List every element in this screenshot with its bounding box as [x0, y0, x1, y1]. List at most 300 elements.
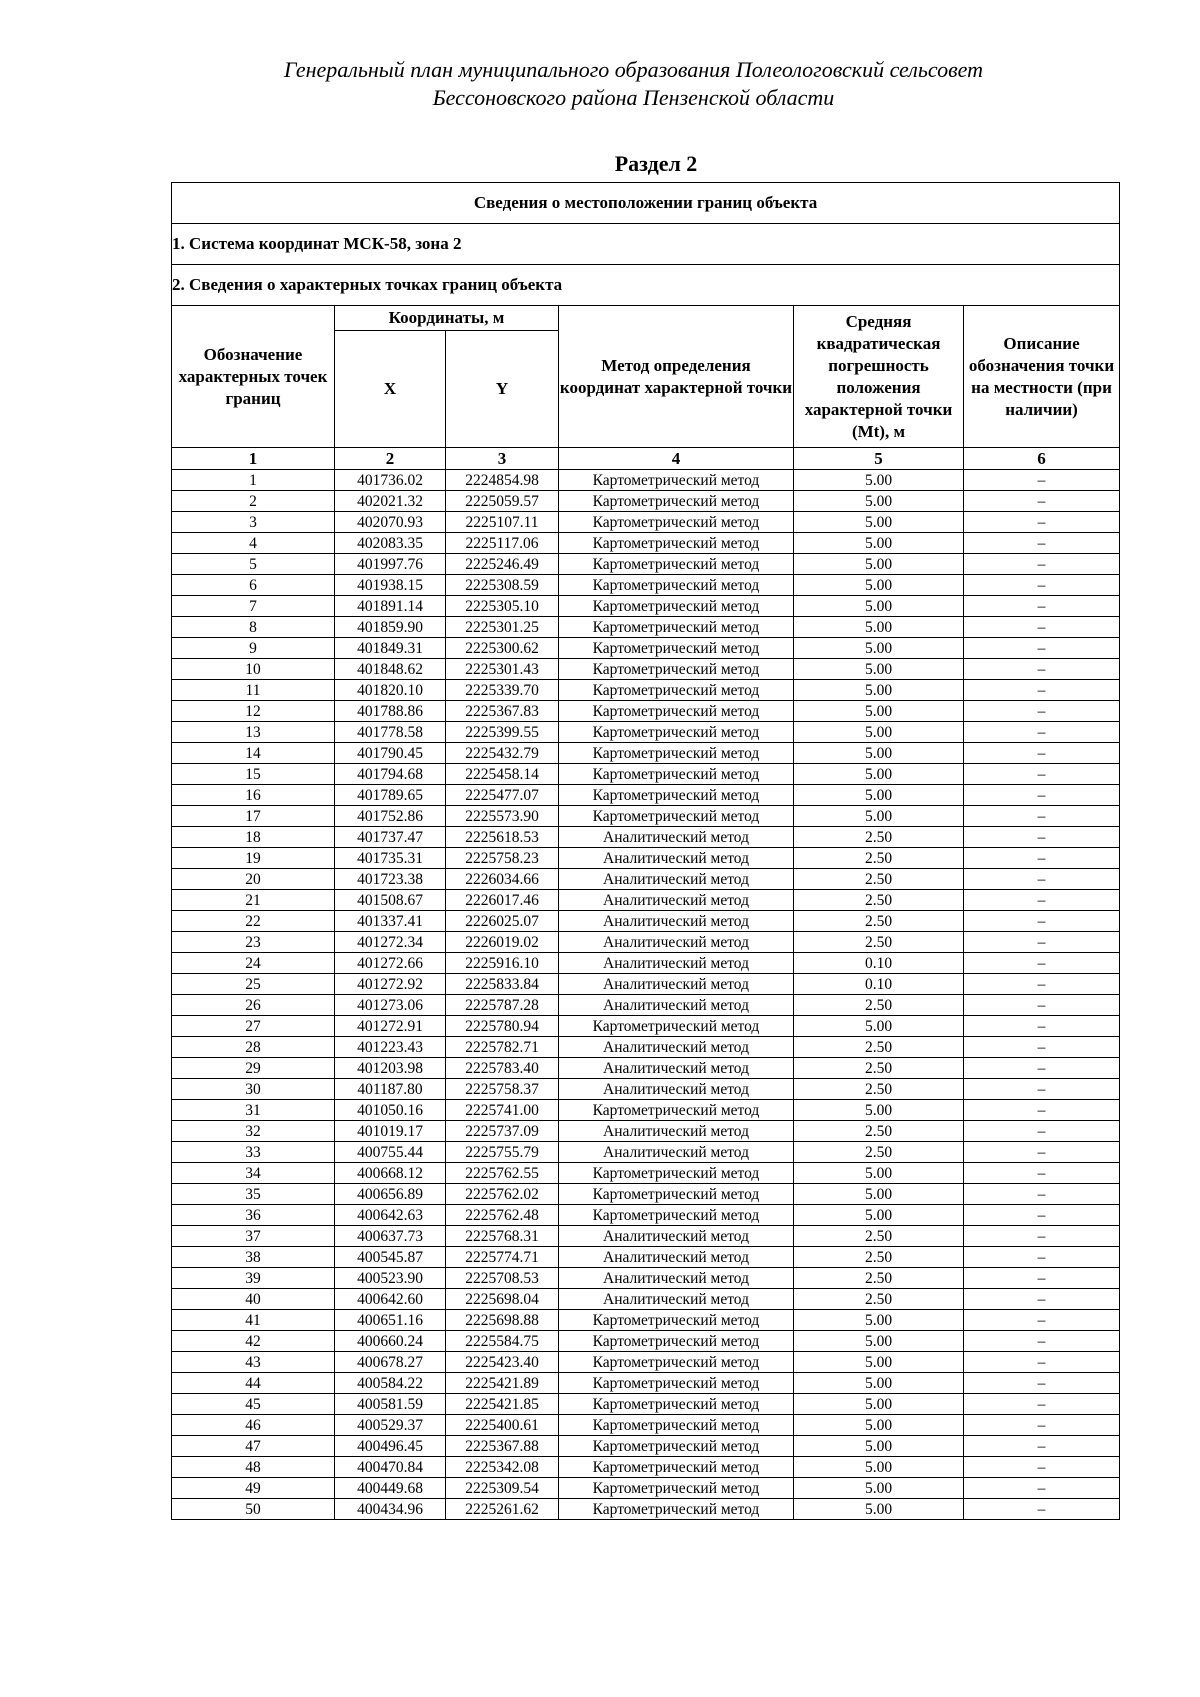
- point-id: 26: [172, 995, 335, 1016]
- table-row: [172, 932, 1120, 953]
- point-description: –: [964, 1163, 1120, 1184]
- coord-y: 2225708.53: [446, 1268, 559, 1289]
- point-description: –: [964, 1226, 1120, 1247]
- coord-y: 2225367.88: [446, 1436, 559, 1457]
- point-id: 10: [172, 659, 335, 680]
- point-id: 21: [172, 890, 335, 911]
- point-id: 23: [172, 932, 335, 953]
- coord-x: 401848.62: [335, 659, 446, 680]
- coord-y: 2226019.02: [446, 932, 559, 953]
- coord-x: 402083.35: [335, 533, 446, 554]
- method: Картометрический метод: [559, 575, 794, 596]
- error-mt: 5.00: [794, 1331, 964, 1352]
- point-description: –: [964, 785, 1120, 806]
- point-description: –: [964, 638, 1120, 659]
- point-description: –: [964, 1478, 1120, 1499]
- table-row: [172, 869, 1120, 890]
- method: Картометрический метод: [559, 1352, 794, 1373]
- header-x: X: [335, 331, 446, 448]
- point-id: 38: [172, 1247, 335, 1268]
- coord-x: 401050.16: [335, 1100, 446, 1121]
- coord-y: 2225339.70: [446, 680, 559, 701]
- method: Картометрический метод: [559, 1436, 794, 1457]
- table-row: [172, 1436, 1120, 1457]
- point-description: –: [964, 1352, 1120, 1373]
- coord-y: 2225755.79: [446, 1142, 559, 1163]
- boundary-points-table: [171, 182, 1120, 1520]
- point-description: –: [964, 575, 1120, 596]
- coord-y: 2225301.43: [446, 659, 559, 680]
- table-row: [172, 848, 1120, 869]
- method: Картометрический метод: [559, 1100, 794, 1121]
- coord-x: 401019.17: [335, 1121, 446, 1142]
- table-row: [172, 1058, 1120, 1079]
- error-mt: 2.50: [794, 890, 964, 911]
- point-id: 43: [172, 1352, 335, 1373]
- method: Картометрический метод: [559, 680, 794, 701]
- point-description: –: [964, 1058, 1120, 1079]
- method: Картометрический метод: [559, 1016, 794, 1037]
- document-header: [0, 56, 1200, 112]
- point-description: –: [964, 470, 1120, 491]
- method: Аналитический метод: [559, 1058, 794, 1079]
- point-description: –: [964, 1016, 1120, 1037]
- error-mt: 2.50: [794, 848, 964, 869]
- coord-x: 401223.43: [335, 1037, 446, 1058]
- table-row: [172, 1457, 1120, 1478]
- method: Картометрический метод: [559, 554, 794, 575]
- point-id: 47: [172, 1436, 335, 1457]
- point-id: 12: [172, 701, 335, 722]
- coord-y: 2225741.00: [446, 1100, 559, 1121]
- method: Картометрический метод: [559, 1373, 794, 1394]
- section-title: Раздел 2: [614, 151, 698, 176]
- method: Картометрический метод: [559, 491, 794, 512]
- method: Картометрический метод: [559, 596, 794, 617]
- error-mt: 5.00: [794, 806, 964, 827]
- point-id: 34: [172, 1163, 335, 1184]
- coord-y: 2225698.04: [446, 1289, 559, 1310]
- point-id: 44: [172, 1373, 335, 1394]
- col-number: 6: [964, 448, 1120, 470]
- point-description: –: [964, 1247, 1120, 1268]
- coord-x: 400678.27: [335, 1352, 446, 1373]
- point-id: 17: [172, 806, 335, 827]
- point-id: 39: [172, 1268, 335, 1289]
- error-mt: 2.50: [794, 1121, 964, 1142]
- point-description: –: [964, 1457, 1120, 1478]
- point-id: 5: [172, 554, 335, 575]
- error-mt: 5.00: [794, 638, 964, 659]
- coord-x: 400668.12: [335, 1163, 446, 1184]
- coord-y: 2225762.55: [446, 1163, 559, 1184]
- coord-x: 400496.45: [335, 1436, 446, 1457]
- table-row: [172, 617, 1120, 638]
- coord-y: 2225342.08: [446, 1457, 559, 1478]
- coord-x: 401272.92: [335, 974, 446, 995]
- method: Аналитический метод: [559, 1079, 794, 1100]
- coord-y: 2225117.06: [446, 533, 559, 554]
- table-row: [172, 596, 1120, 617]
- table-row: [172, 1289, 1120, 1310]
- table-row: [172, 533, 1120, 554]
- error-mt: 5.00: [794, 1478, 964, 1499]
- coord-y: 2225059.57: [446, 491, 559, 512]
- coord-x: 400584.22: [335, 1373, 446, 1394]
- coord-y: 2225305.10: [446, 596, 559, 617]
- table-row: [172, 1394, 1120, 1415]
- point-id: 29: [172, 1058, 335, 1079]
- coord-y: 2225737.09: [446, 1121, 559, 1142]
- table-row: [172, 491, 1120, 512]
- error-mt: 2.50: [794, 995, 964, 1016]
- point-id: 31: [172, 1100, 335, 1121]
- error-mt: 2.50: [794, 1079, 964, 1100]
- table-row: [172, 1121, 1120, 1142]
- coord-y: 2225916.10: [446, 953, 559, 974]
- point-id: 13: [172, 722, 335, 743]
- column-numbers-row: [172, 448, 1120, 470]
- method: Картометрический метод: [559, 1331, 794, 1352]
- col-number: 5: [794, 448, 964, 470]
- point-description: –: [964, 512, 1120, 533]
- point-id: 1: [172, 470, 335, 491]
- method: Аналитический метод: [559, 827, 794, 848]
- coord-y: 2225309.54: [446, 1478, 559, 1499]
- table-row: [172, 1079, 1120, 1100]
- table-row: [172, 1352, 1120, 1373]
- point-description: –: [964, 1436, 1120, 1457]
- error-mt: 0.10: [794, 953, 964, 974]
- point-description: –: [964, 617, 1120, 638]
- coord-x: 400642.60: [335, 1289, 446, 1310]
- point-id: 41: [172, 1310, 335, 1331]
- coord-x: 401723.38: [335, 869, 446, 890]
- method: Аналитический метод: [559, 911, 794, 932]
- error-mt: 5.00: [794, 1163, 964, 1184]
- coord-y: 2225261.62: [446, 1499, 559, 1520]
- method: Картометрический метод: [559, 533, 794, 554]
- error-mt: 5.00: [794, 1394, 964, 1415]
- coord-y: 2225698.88: [446, 1310, 559, 1331]
- point-id: 11: [172, 680, 335, 701]
- table-row: [172, 701, 1120, 722]
- coord-x: 400470.84: [335, 1457, 446, 1478]
- coord-x: 401508.67: [335, 890, 446, 911]
- col-number: 2: [335, 448, 446, 470]
- method: Картометрический метод: [559, 785, 794, 806]
- coord-x: 400581.59: [335, 1394, 446, 1415]
- point-id: 32: [172, 1121, 335, 1142]
- coord-x: 402021.32: [335, 491, 446, 512]
- coord-x: 400545.87: [335, 1247, 446, 1268]
- point-id: 40: [172, 1289, 335, 1310]
- point-id: 3: [172, 512, 335, 533]
- error-mt: 2.50: [794, 932, 964, 953]
- col-number: 1: [172, 448, 335, 470]
- coord-x: 401736.02: [335, 470, 446, 491]
- point-description: –: [964, 911, 1120, 932]
- error-mt: 5.00: [794, 680, 964, 701]
- point-id: 37: [172, 1226, 335, 1247]
- method: Аналитический метод: [559, 1247, 794, 1268]
- point-id: 2: [172, 491, 335, 512]
- table-row: [172, 743, 1120, 764]
- point-id: 50: [172, 1499, 335, 1520]
- coord-x: 400529.37: [335, 1415, 446, 1436]
- coord-x: 401273.06: [335, 995, 446, 1016]
- point-description: –: [964, 1373, 1120, 1394]
- error-mt: 0.10: [794, 974, 964, 995]
- error-mt: 2.50: [794, 1226, 964, 1247]
- point-description: –: [964, 1289, 1120, 1310]
- table-row: [172, 1163, 1120, 1184]
- method: Картометрический метод: [559, 1184, 794, 1205]
- coord-x: 401859.90: [335, 617, 446, 638]
- coord-y: 2225758.37: [446, 1079, 559, 1100]
- error-mt: 5.00: [794, 1205, 964, 1226]
- point-description: –: [964, 764, 1120, 785]
- coord-y: 2224854.98: [446, 470, 559, 491]
- header-y: Y: [446, 331, 559, 448]
- coord-x: 400656.89: [335, 1184, 446, 1205]
- error-mt: 5.00: [794, 554, 964, 575]
- header-line-1: Генеральный план муниципального образования Полеологовский сельсовет: [283, 57, 983, 82]
- header-line-2: Бессоновского района Пензенской области: [432, 85, 835, 110]
- coord-y: 2225308.59: [446, 575, 559, 596]
- coord-x: 401938.15: [335, 575, 446, 596]
- error-mt: 5.00: [794, 1436, 964, 1457]
- method: Аналитический метод: [559, 1037, 794, 1058]
- table-row: [172, 659, 1120, 680]
- error-mt: 5.00: [794, 1100, 964, 1121]
- table-row: [172, 512, 1120, 533]
- table-row: [172, 1478, 1120, 1499]
- method: Картометрический метод: [559, 743, 794, 764]
- points-rows: [172, 470, 1120, 1520]
- point-id: 36: [172, 1205, 335, 1226]
- method: Картометрический метод: [559, 701, 794, 722]
- table-row: [172, 1331, 1120, 1352]
- coord-x: 400642.63: [335, 1205, 446, 1226]
- coord-y: 2225458.14: [446, 764, 559, 785]
- table-row: [172, 575, 1120, 596]
- point-id: 46: [172, 1415, 335, 1436]
- point-id: 42: [172, 1331, 335, 1352]
- point-description: –: [964, 491, 1120, 512]
- coord-y: 2225774.71: [446, 1247, 559, 1268]
- error-mt: 2.50: [794, 1268, 964, 1289]
- method: Аналитический метод: [559, 869, 794, 890]
- point-description: –: [964, 827, 1120, 848]
- header-point: Обозначение характерных точек границ: [172, 306, 335, 448]
- error-mt: 2.50: [794, 911, 964, 932]
- coord-x: 400449.68: [335, 1478, 446, 1499]
- error-mt: 2.50: [794, 1058, 964, 1079]
- error-mt: 2.50: [794, 1142, 964, 1163]
- coord-x: 401337.41: [335, 911, 446, 932]
- error-mt: 5.00: [794, 596, 964, 617]
- table-row: [172, 827, 1120, 848]
- coord-y: 2226017.46: [446, 890, 559, 911]
- coord-y: 2225477.07: [446, 785, 559, 806]
- coord-x: 400434.96: [335, 1499, 446, 1520]
- error-mt: 5.00: [794, 659, 964, 680]
- point-id: 25: [172, 974, 335, 995]
- error-mt: 5.00: [794, 1310, 964, 1331]
- coord-y: 2225762.48: [446, 1205, 559, 1226]
- point-id: 24: [172, 953, 335, 974]
- coord-y: 2225618.53: [446, 827, 559, 848]
- points-section-title: 2. Сведения о характерных точках границ объекта: [172, 265, 1120, 306]
- coord-x: 401891.14: [335, 596, 446, 617]
- table-row: [172, 1226, 1120, 1247]
- method: Аналитический метод: [559, 1268, 794, 1289]
- point-id: 19: [172, 848, 335, 869]
- point-id: 15: [172, 764, 335, 785]
- coord-y: 2225787.28: [446, 995, 559, 1016]
- error-mt: 5.00: [794, 722, 964, 743]
- point-description: –: [964, 554, 1120, 575]
- point-id: 7: [172, 596, 335, 617]
- error-mt: 5.00: [794, 701, 964, 722]
- method: Картометрический метод: [559, 470, 794, 491]
- point-id: 18: [172, 827, 335, 848]
- table-row: [172, 1184, 1120, 1205]
- table-title: Сведения о местоположении границ объекта: [172, 183, 1120, 224]
- method: Картометрический метод: [559, 764, 794, 785]
- error-mt: 2.50: [794, 1289, 964, 1310]
- point-description: –: [964, 743, 1120, 764]
- method: Аналитический метод: [559, 953, 794, 974]
- point-id: 4: [172, 533, 335, 554]
- error-mt: 5.00: [794, 1184, 964, 1205]
- coord-x: 400755.44: [335, 1142, 446, 1163]
- point-id: 16: [172, 785, 335, 806]
- point-description: –: [964, 953, 1120, 974]
- method: Картометрический метод: [559, 1499, 794, 1520]
- table-row: [172, 806, 1120, 827]
- point-description: –: [964, 890, 1120, 911]
- header-coords: Координаты, м: [335, 306, 559, 331]
- point-id: 9: [172, 638, 335, 659]
- coord-y: 2225421.89: [446, 1373, 559, 1394]
- point-description: –: [964, 1268, 1120, 1289]
- error-mt: 5.00: [794, 512, 964, 533]
- error-mt: 2.50: [794, 1037, 964, 1058]
- point-description: –: [964, 848, 1120, 869]
- point-id: 14: [172, 743, 335, 764]
- point-description: –: [964, 1205, 1120, 1226]
- table-row: [172, 1268, 1120, 1289]
- coord-y: 2225246.49: [446, 554, 559, 575]
- coord-y: 2225833.84: [446, 974, 559, 995]
- table-row: [172, 1142, 1120, 1163]
- table-row: [172, 995, 1120, 1016]
- coord-y: 2225768.31: [446, 1226, 559, 1247]
- table-row: [172, 1037, 1120, 1058]
- error-mt: 5.00: [794, 491, 964, 512]
- point-id: 35: [172, 1184, 335, 1205]
- coord-x: 401790.45: [335, 743, 446, 764]
- point-description: –: [964, 680, 1120, 701]
- table-row: [172, 764, 1120, 785]
- point-description: –: [964, 722, 1120, 743]
- coord-y: 2225432.79: [446, 743, 559, 764]
- point-description: –: [964, 1142, 1120, 1163]
- method: Картометрический метод: [559, 1394, 794, 1415]
- method: Аналитический метод: [559, 1142, 794, 1163]
- point-id: 30: [172, 1079, 335, 1100]
- point-id: 20: [172, 869, 335, 890]
- coord-y: 2225300.62: [446, 638, 559, 659]
- point-id: 22: [172, 911, 335, 932]
- coord-x: 401849.31: [335, 638, 446, 659]
- method: Картометрический метод: [559, 638, 794, 659]
- point-description: –: [964, 932, 1120, 953]
- method: Картометрический метод: [559, 1457, 794, 1478]
- col-number: 3: [446, 448, 559, 470]
- table-row: [172, 1247, 1120, 1268]
- table-row: [172, 470, 1120, 491]
- table-row: [172, 1499, 1120, 1520]
- coord-y: 2226034.66: [446, 869, 559, 890]
- point-description: –: [964, 806, 1120, 827]
- method: Аналитический метод: [559, 995, 794, 1016]
- point-description: –: [964, 1079, 1120, 1100]
- error-mt: 2.50: [794, 827, 964, 848]
- error-mt: 5.00: [794, 533, 964, 554]
- table-row: [172, 1100, 1120, 1121]
- table-row: [172, 680, 1120, 701]
- method: Картометрический метод: [559, 1478, 794, 1499]
- coord-x: 400651.16: [335, 1310, 446, 1331]
- point-description: –: [964, 596, 1120, 617]
- table-row: [172, 1415, 1120, 1436]
- coord-x: 401794.68: [335, 764, 446, 785]
- coord-x: 401788.86: [335, 701, 446, 722]
- method: Картометрический метод: [559, 1205, 794, 1226]
- point-description: –: [964, 1100, 1120, 1121]
- point-description: –: [964, 974, 1120, 995]
- point-id: 49: [172, 1478, 335, 1499]
- coord-y: 2225762.02: [446, 1184, 559, 1205]
- method: Картометрический метод: [559, 806, 794, 827]
- error-mt: 5.00: [794, 575, 964, 596]
- table-row: [172, 722, 1120, 743]
- coord-y: 2226025.07: [446, 911, 559, 932]
- point-description: –: [964, 1184, 1120, 1205]
- point-id: 28: [172, 1037, 335, 1058]
- coord-x: 401789.65: [335, 785, 446, 806]
- table-row: [172, 974, 1120, 995]
- method: Картометрический метод: [559, 512, 794, 533]
- coord-x: 401272.91: [335, 1016, 446, 1037]
- coord-y: 2225783.40: [446, 1058, 559, 1079]
- point-description: –: [964, 533, 1120, 554]
- point-id: 6: [172, 575, 335, 596]
- method: Аналитический метод: [559, 1289, 794, 1310]
- point-description: –: [964, 1499, 1120, 1520]
- error-mt: 2.50: [794, 869, 964, 890]
- point-description: –: [964, 659, 1120, 680]
- point-id: 45: [172, 1394, 335, 1415]
- table-row: [172, 1373, 1120, 1394]
- table-row: [172, 953, 1120, 974]
- coord-y: 2225399.55: [446, 722, 559, 743]
- error-mt: 5.00: [794, 1457, 964, 1478]
- point-id: 8: [172, 617, 335, 638]
